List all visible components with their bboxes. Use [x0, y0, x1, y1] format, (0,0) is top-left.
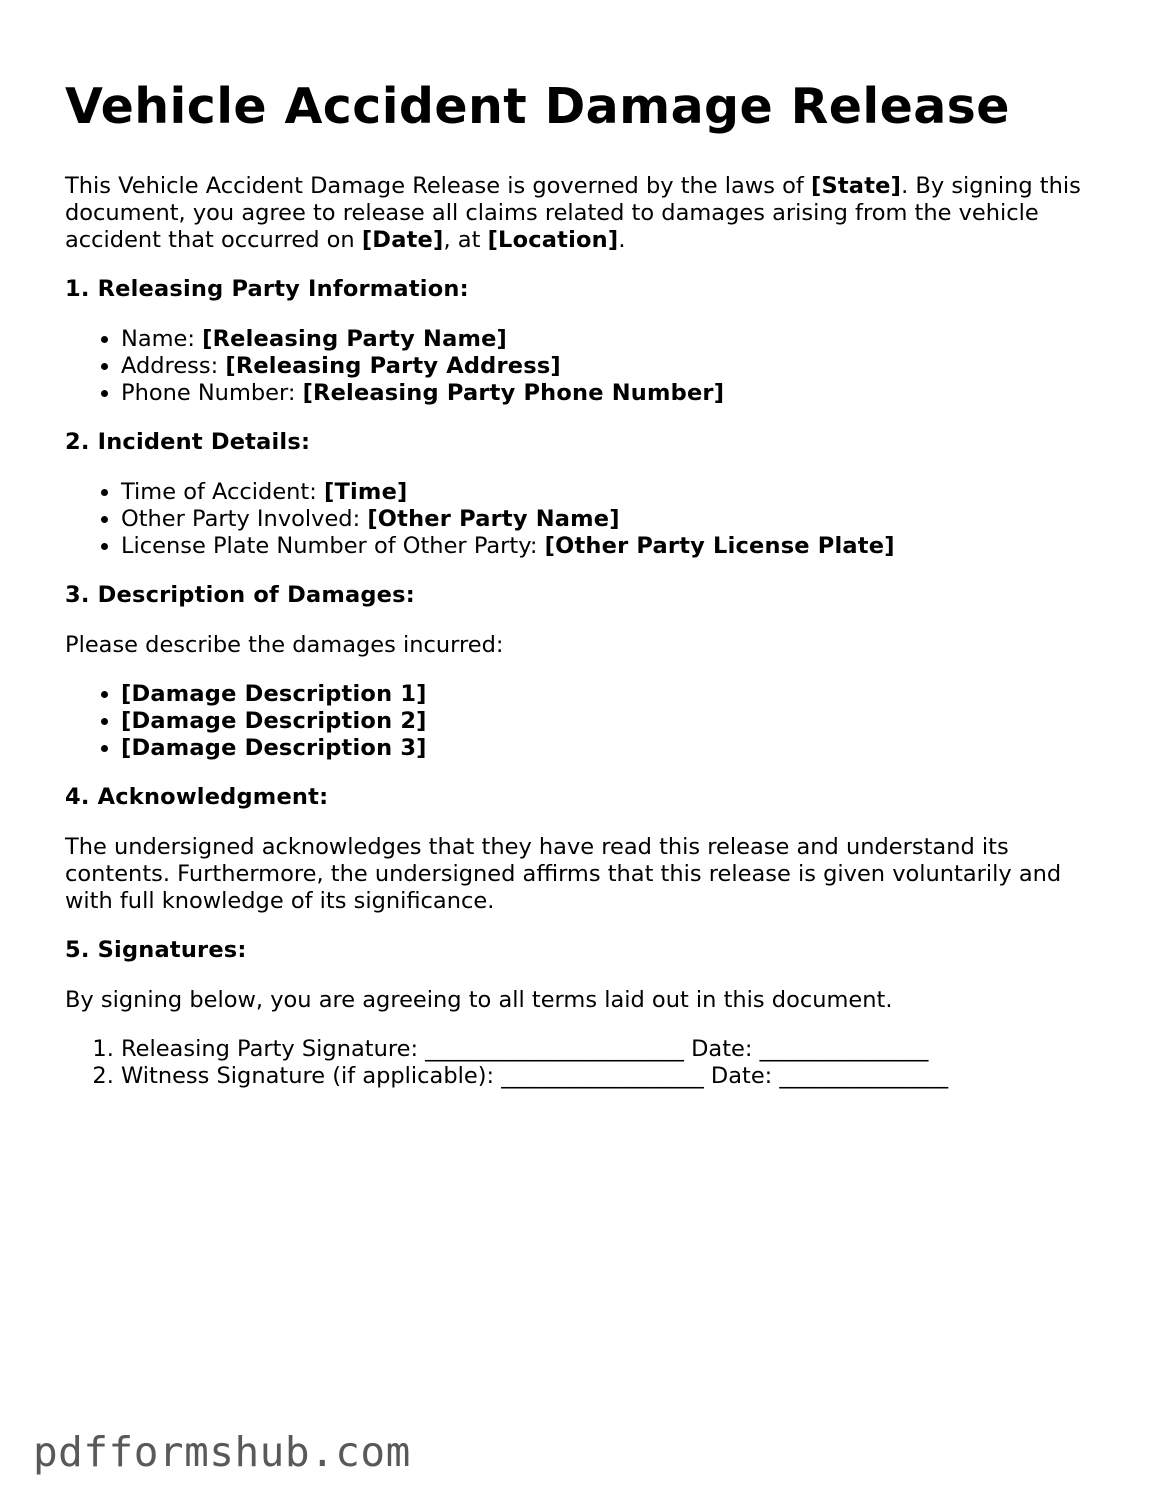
list-item: • Other Party Involved: [Other Party Name]	[121, 506, 1115, 533]
acknowledgment-text: The undersigned acknowledges that they have read this release and understand its contents. Furthermore, the undersigned affirms that this release is given voluntarily and with full knowledge of its significance.	[65, 833, 1062, 914]
list-item: • Time of Accident: [Time]	[121, 479, 1115, 506]
state-placeholder: [State]	[810, 172, 902, 199]
signatures-text: By signing below, you are agreeing to all terms laid out in this document.	[65, 986, 893, 1013]
list-item: • Address: [Releasing Party Address]	[121, 353, 1115, 380]
location-placeholder: [Location]	[487, 226, 619, 253]
signature-lines	[65, 1036, 1115, 1090]
section-heading-acknowledgment: 4. Acknowledgment:	[65, 783, 329, 810]
releasing-party-list	[65, 326, 1115, 407]
list-item: • [Damage Description 2]	[121, 708, 1115, 735]
section-heading-releasing-party: 1. Releasing Party Information:	[65, 275, 469, 302]
list-item: • Name: [Releasing Party Name]	[121, 326, 1115, 353]
date-placeholder: [Date]	[361, 226, 444, 253]
document-title: Vehicle Accident Damage Release	[65, 78, 1010, 135]
incident-details-list	[65, 479, 1115, 560]
watermark: pdfformshub.com	[33, 1428, 411, 1476]
list-item: • License Plate Number of Other Party: [Other Party License Plate]	[121, 533, 1115, 560]
signature-line-releasing-party: 1. Releasing Party Signature: _______________________ Date: _______________	[121, 1036, 1115, 1063]
section-heading-signatures: 5. Signatures:	[65, 936, 247, 963]
damages-list	[65, 681, 1115, 762]
list-item: • Phone Number: [Releasing Party Phone Number]	[121, 380, 1115, 407]
section-heading-damages: 3. Description of Damages:	[65, 581, 415, 608]
damages-prompt: Please describe the damages incurred:	[65, 631, 504, 658]
list-item: • [Damage Description 3]	[121, 735, 1115, 762]
signature-line-witness: 2. Witness Signature (if applicable): __________________ Date: _______________	[121, 1063, 1115, 1090]
list-item: • [Damage Description 1]	[121, 681, 1115, 708]
intro-paragraph: This Vehicle Accident Damage Release is governed by the laws of [State]. By signing this document, you agree to release all claims related to damages arising from the vehicle accident that occurred on [Date], at [Location].	[65, 172, 1081, 253]
section-heading-incident-details: 2. Incident Details:	[65, 428, 311, 455]
document-page	[65, 78, 1115, 1112]
